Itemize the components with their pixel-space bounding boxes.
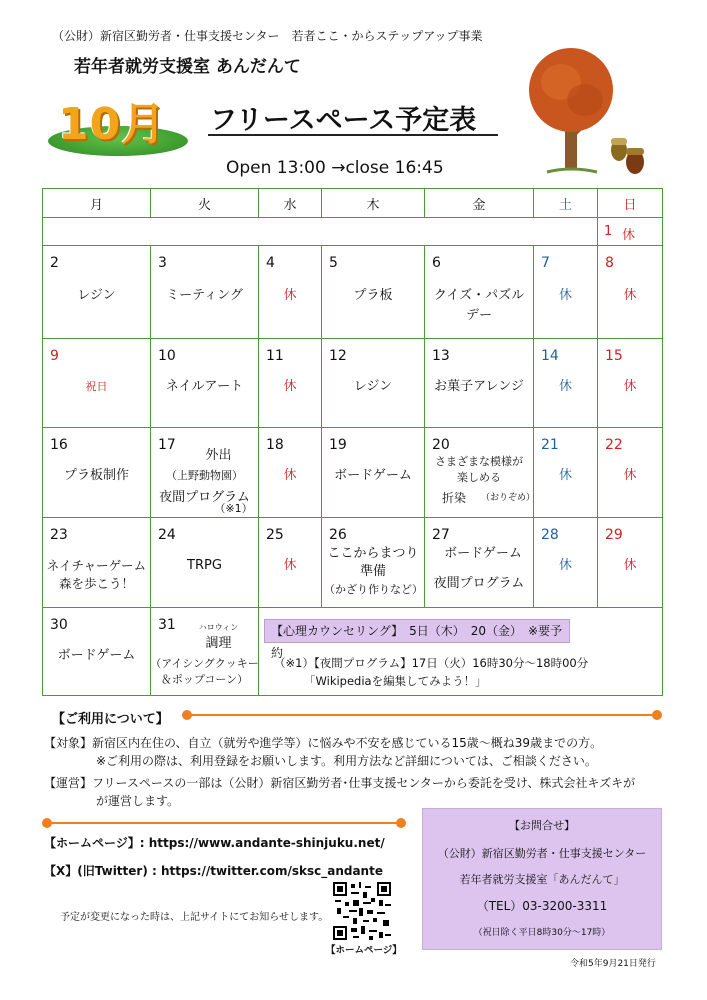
note-line2: 「Wikipediaを編集してみよう！」 (304, 674, 487, 688)
day-event-line3: 折染 (441, 491, 466, 505)
day-cell-22 (598, 428, 663, 518)
day-cell-14 (534, 339, 598, 428)
autumn-tree-icon (527, 42, 657, 182)
day-cell-31 (151, 608, 259, 696)
homepage-link[interactable]: 【ホームページ】: https://www.andante-shinjuku.net/ (44, 836, 385, 850)
day-cell-17 (151, 428, 259, 518)
day-cell-10 (151, 339, 259, 428)
day-number: 10 (158, 348, 176, 364)
contact-org: （公財）新宿区勤労者・仕事支援センター (437, 847, 647, 860)
day-cell-20 (425, 428, 534, 518)
day-cell-28 (534, 518, 598, 608)
title-underline (208, 134, 498, 136)
day-number: 7 (541, 255, 550, 271)
day-cell-18 (259, 428, 322, 518)
day-cell-27 (425, 518, 534, 608)
day-number: 6 (432, 255, 441, 271)
day-event-line4: （おりぞめ） (481, 493, 536, 503)
day-number: 21 (541, 437, 559, 453)
links-divider (46, 822, 402, 824)
day-event-line2: 楽しめる (457, 471, 501, 484)
divider-dot (652, 710, 662, 720)
issue-date: 令和5年9月21日発行 (570, 959, 656, 969)
day-event: 休 (558, 288, 572, 303)
day-event: 休 (623, 379, 637, 394)
week-row-0 (43, 218, 663, 246)
day-number: 15 (605, 348, 623, 364)
day-event: レジン (353, 379, 393, 394)
day-event: クイズ・パズル (433, 288, 525, 303)
day-event: 休 (283, 558, 297, 573)
weekday-sat: 土 (534, 189, 598, 218)
weekday-mon: 月 (43, 189, 151, 218)
day-number: 29 (605, 527, 623, 543)
day-event: 休 (558, 558, 572, 573)
usage-target-note: ※ご利用の際は、利用登録をお願いします。利用方法など詳細については、ご相談ください。 (96, 754, 597, 768)
day-number: 26 (329, 527, 347, 543)
day-event: 休 (622, 228, 636, 243)
day-event: 調理 (205, 636, 232, 651)
day-event-line3: （かざり作りなど） (324, 583, 423, 596)
change-notice: 予定が変更になった時は、上記サイトにてお知らせします。 (60, 912, 329, 923)
day-number: 8 (605, 255, 614, 271)
sponsor-line: （公財）新宿区勤労者・仕事支援センター 若者ここ・からステップアップ事業 (52, 29, 483, 43)
day-number: 14 (541, 348, 559, 364)
counseling-notice: 【心理カウンセリング】 5日（木） 20（金） ※要予約 (264, 619, 570, 643)
qr-caption: 【ホームページ】 (326, 945, 402, 956)
day-event: ボードゲーム (444, 546, 522, 561)
usage-target: 【対象】新宿区内在住の、自立（就労や進学等）に悩みや不安を感じている15歳～概ね39歳までの方。 (44, 736, 603, 750)
divider-dot (42, 818, 52, 828)
day-cell-26 (322, 518, 425, 608)
day-number: 17 (158, 437, 176, 453)
day-event: ボードゲーム (334, 468, 412, 483)
page-title: フリースペース予定表 (210, 105, 477, 136)
day-cell-3 (151, 246, 259, 339)
day-event: さまざまな模様が (435, 455, 523, 468)
day-number: 4 (266, 255, 275, 271)
day-event: ネイチャーゲーム (46, 558, 147, 573)
day-event: 休 (283, 468, 297, 483)
day-number: 30 (50, 617, 68, 633)
day-number: 1 (604, 224, 613, 239)
twitter-link[interactable]: 【X】(旧Twitter) : https://twitter.com/sksc_andante (44, 864, 383, 878)
day-cell-9 (43, 339, 151, 428)
month-label: 10月 (58, 99, 167, 150)
day-event: ここからまつり (327, 546, 419, 561)
day-cell-2 (43, 246, 151, 339)
day-number: 22 (605, 437, 623, 453)
day-number: 3 (158, 255, 167, 271)
day-event: ミーティング (166, 288, 243, 303)
day-event: プラ板制作 (63, 468, 129, 483)
day-event: 休 (623, 288, 637, 303)
weekday-thu: 木 (322, 189, 425, 218)
day-cell-1 (598, 218, 663, 246)
usage-operation: 【運営】フリースペースの一部は（公財）新宿区勤労者･仕事支援センターから委託を受け、株式会社キズキが (44, 776, 636, 790)
day-cell-12 (322, 339, 425, 428)
day-number: 27 (432, 527, 450, 543)
day-event-line3: ＆ポップコーン） (160, 673, 249, 686)
usage-divider (186, 714, 656, 716)
weekday-tue: 火 (151, 189, 259, 218)
day-cell-29 (598, 518, 663, 608)
day-event: ボードゲーム (57, 648, 136, 663)
day-number: 24 (158, 527, 176, 543)
usage-operation-cont: が運営します。 (96, 794, 180, 808)
day-number: 20 (432, 437, 450, 453)
day-cell-8 (598, 246, 663, 339)
day-cell-21 (534, 428, 598, 518)
contact-office: 若年者就労支援室「あんだんて」 (459, 873, 625, 886)
day-event-line4: （※1） (214, 502, 253, 515)
weekday-sun: 日 (598, 189, 663, 218)
weekday-wed: 水 (259, 189, 322, 218)
day-cell-23 (43, 518, 151, 608)
divider-dot (182, 710, 192, 720)
day-cell-7 (534, 246, 598, 339)
day-cell-5 (322, 246, 425, 339)
day-number: 5 (329, 255, 338, 271)
day-event: 休 (283, 379, 297, 394)
day-event: プラ板 (353, 288, 393, 303)
week-row-2 (43, 339, 663, 428)
day-event-line2: デー (465, 308, 492, 323)
opening-hours: Open 13:00 →close 16:45 (226, 158, 444, 178)
qr-code-icon[interactable] (333, 882, 391, 940)
day-cell-19 (322, 428, 425, 518)
day-cell-15 (598, 339, 663, 428)
day-number: 18 (266, 437, 284, 453)
day-number: 23 (50, 527, 68, 543)
day-event: レジン (77, 288, 116, 303)
day-event: ネイルアート (165, 379, 244, 394)
day-event: お菓子アレンジ (434, 379, 524, 394)
day-number: 25 (266, 527, 284, 543)
day-event-line2: （上野動物園） (166, 469, 243, 482)
weekday-fri: 金 (425, 189, 534, 218)
weekday-header-row (43, 189, 663, 218)
contact-box (422, 808, 662, 950)
contact-phone[interactable]: （TEL）03-3200-3311 (476, 899, 608, 913)
day-cell-13 (425, 339, 534, 428)
office-name: 若年者就労支援室 あんだんて (74, 57, 301, 77)
contact-heading: 【お問合せ】 (509, 819, 575, 832)
day-number: 19 (329, 437, 347, 453)
divider-dot (396, 818, 406, 828)
day-cell-25 (259, 518, 322, 608)
day-number: 2 (50, 255, 59, 271)
day-number: 16 (50, 437, 68, 453)
day-cell-4 (259, 246, 322, 339)
week-row-3 (43, 428, 663, 518)
day-event: 休 (623, 468, 637, 483)
usage-heading: 【ご利用について】 (52, 712, 169, 727)
day-event: 休 (623, 558, 637, 573)
day-number: 12 (329, 348, 347, 364)
night-program-note (274, 654, 588, 690)
day-cell-30 (43, 608, 151, 696)
day-event-line2: 森を歩こう！ (58, 576, 134, 591)
week-row-1 (43, 246, 663, 339)
day-event-line2: （アイシングクッキー (150, 657, 259, 670)
day-event-line2: 準備 (359, 564, 386, 579)
day-event-line2: 夜間プログラム (433, 576, 525, 591)
day-event: 休 (558, 379, 572, 394)
week-row-4 (43, 518, 663, 608)
day-event-line3: 夜間プログラム (159, 490, 250, 505)
contact-hours: （祝日除く平日8時30分～17時） (473, 928, 611, 938)
day-number: 13 (432, 348, 450, 364)
day-cell-6 (425, 246, 534, 339)
day-event: TRPG (187, 558, 222, 573)
month-badge (48, 88, 188, 160)
note-line1: （※1）【夜間プログラム】17日（火）16時30分～18時00分 (274, 656, 589, 670)
day-event: 祝日 (85, 380, 108, 393)
day-number: 11 (266, 348, 284, 364)
day-cell-11 (259, 339, 322, 428)
day-event: 外出 (205, 448, 232, 463)
day-cell-16 (43, 428, 151, 518)
day-cell-24 (151, 518, 259, 608)
day-event: 休 (558, 468, 572, 483)
day-number: 9 (50, 348, 59, 364)
day-number: 28 (541, 527, 559, 543)
day-number: 31 (158, 617, 176, 633)
day-event: 休 (283, 288, 297, 303)
day-event-tag: ハロウィン (198, 623, 239, 632)
empty-days (43, 218, 598, 246)
